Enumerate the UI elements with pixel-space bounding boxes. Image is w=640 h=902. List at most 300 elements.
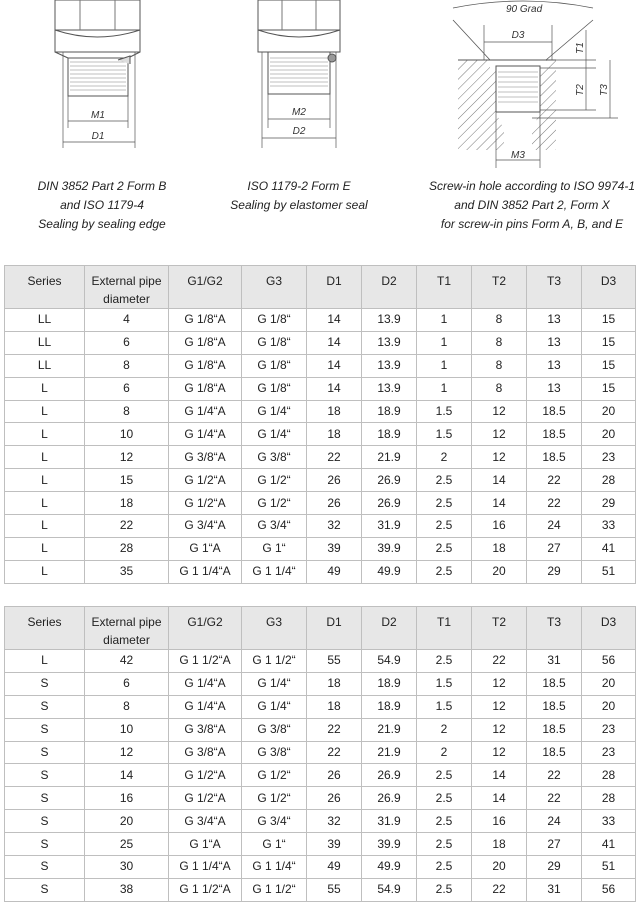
column-header: Series <box>5 607 85 650</box>
table-row <box>5 718 636 741</box>
table-cell: 8 <box>472 331 527 354</box>
table-cell: 24 <box>527 515 582 538</box>
column-header: T3 <box>527 266 582 309</box>
table-cell: 22 <box>85 515 169 538</box>
table-cell: G 1/2“A <box>169 787 242 810</box>
table-cell: 26.9 <box>362 492 417 515</box>
table-cell: 18 <box>307 423 362 446</box>
table-cell: G 1/8“A <box>169 309 242 332</box>
table-cell: 18.5 <box>527 400 582 423</box>
table-cell: 33 <box>582 810 636 833</box>
table-cell: 41 <box>582 833 636 856</box>
table-cell: L <box>5 515 85 538</box>
table-cell: L <box>5 400 85 423</box>
table-cell: S <box>5 787 85 810</box>
table-cell: 23 <box>582 718 636 741</box>
table-cell: 33 <box>582 515 636 538</box>
dim-label-t2: T2 <box>575 84 586 96</box>
table-cell: 18 <box>472 833 527 856</box>
table-cell: 20 <box>582 423 636 446</box>
table-cell: G 3/8“ <box>242 741 307 764</box>
table-cell: 30 <box>85 856 169 879</box>
table-cell: 13.9 <box>362 377 417 400</box>
table-cell: S <box>5 810 85 833</box>
table-cell: 2.5 <box>417 810 472 833</box>
table-cell: 2.5 <box>417 787 472 810</box>
table-cell: G 1/2“ <box>242 469 307 492</box>
table-cell: 39 <box>307 537 362 560</box>
table-cell: 2.5 <box>417 515 472 538</box>
drawing-sealing-edge <box>30 0 170 170</box>
table-cell: 28 <box>582 787 636 810</box>
table-cell: 14 <box>472 469 527 492</box>
table-cell: G 3/8“ <box>242 446 307 469</box>
table-cell: 18.9 <box>362 672 417 695</box>
table-cell: G 3/8“A <box>169 741 242 764</box>
table-cell: 2.5 <box>417 878 472 901</box>
table-cell: G 3/4“ <box>242 515 307 538</box>
table-row <box>5 672 636 695</box>
table-cell: 20 <box>472 856 527 879</box>
technical-drawings <box>0 0 640 240</box>
table-cell: 15 <box>582 377 636 400</box>
table-cell: 10 <box>85 718 169 741</box>
dim-label-m2: M2 <box>292 107 306 118</box>
table-cell: G 1 1/4“ <box>242 560 307 583</box>
table-cell: G 1/8“A <box>169 377 242 400</box>
table-cell: 26.9 <box>362 764 417 787</box>
table-cell: 1 <box>417 354 472 377</box>
table-cell: LL <box>5 309 85 332</box>
table-cell: 1.5 <box>417 423 472 446</box>
table-cell: 13 <box>527 377 582 400</box>
table-cell: 18 <box>85 492 169 515</box>
column-header: T3 <box>527 607 582 650</box>
table-cell: 18.9 <box>362 695 417 718</box>
table-cell: G 1/8“ <box>242 331 307 354</box>
caption-sealing-edge <box>12 177 192 234</box>
column-header: D1 <box>307 607 362 650</box>
table-cell: 51 <box>582 856 636 879</box>
dim-label-t1: T1 <box>575 42 586 54</box>
table-cell: 12 <box>472 400 527 423</box>
table-cell: LL <box>5 331 85 354</box>
dim-label-m1: M1 <box>91 110 105 121</box>
table-cell: S <box>5 833 85 856</box>
table-cell: 16 <box>472 515 527 538</box>
table-cell: 8 <box>472 354 527 377</box>
table-cell: 31 <box>527 650 582 673</box>
table-cell: 13.9 <box>362 331 417 354</box>
table-cell: S <box>5 764 85 787</box>
table-cell: L <box>5 469 85 492</box>
table-cell: 42 <box>85 650 169 673</box>
table-cell: 22 <box>527 787 582 810</box>
table-cell: 2.5 <box>417 650 472 673</box>
dim-label-d3: D3 <box>511 30 525 41</box>
table-cell: G 1/8“ <box>242 354 307 377</box>
table-cell: L <box>5 650 85 673</box>
table-cell: G 1/2“ <box>242 787 307 810</box>
table-cell: G 1 1/2“ <box>242 878 307 901</box>
column-header: Series <box>5 266 85 309</box>
table-cell: 12 <box>472 672 527 695</box>
table-cell: G 1/4“ <box>242 672 307 695</box>
table-cell: 2 <box>417 741 472 764</box>
table-cell: G 1/2“A <box>169 469 242 492</box>
table-cell: 2.5 <box>417 492 472 515</box>
caption-line: ISO 1179-2 Form E <box>247 179 351 193</box>
table-cell: 26 <box>307 787 362 810</box>
table-cell: 14 <box>307 309 362 332</box>
table-cell: 1 <box>417 331 472 354</box>
drawing-elastomer-seal <box>240 0 360 170</box>
table-cell: LL <box>5 354 85 377</box>
table-cell: S <box>5 878 85 901</box>
table-cell: 21.9 <box>362 741 417 764</box>
table-cell: 54.9 <box>362 650 417 673</box>
caption-line: Sealing by elastomer seal <box>230 198 368 212</box>
caption-line: for screw-in pins Form A, B, and E <box>440 217 624 231</box>
table-cell: 4 <box>85 309 169 332</box>
table-cell: 2 <box>417 446 472 469</box>
table-cell: S <box>5 856 85 879</box>
table-cell: G 1/8“A <box>169 331 242 354</box>
table-cell: 1.5 <box>417 400 472 423</box>
column-header: D2 <box>362 266 417 309</box>
table-cell: 39.9 <box>362 537 417 560</box>
table-cell: G 3/8“A <box>169 446 242 469</box>
table-cell: 20 <box>582 672 636 695</box>
caption-line: DIN 3852 Part 2 Form B <box>37 179 167 193</box>
table-cell: 31 <box>527 878 582 901</box>
table-cell: G 1/8“A <box>169 354 242 377</box>
table-cell: 54.9 <box>362 878 417 901</box>
table-cell: S <box>5 695 85 718</box>
table-row <box>5 741 636 764</box>
table-cell: 14 <box>307 354 362 377</box>
table-cell: 2.5 <box>417 469 472 492</box>
column-header: External pipe diameter <box>85 266 169 309</box>
column-header: T2 <box>472 607 527 650</box>
table-cell: 24 <box>527 810 582 833</box>
dimension-table-1 <box>4 265 636 584</box>
table-cell: 35 <box>85 560 169 583</box>
table-cell: 14 <box>85 764 169 787</box>
table-cell: 22 <box>307 446 362 469</box>
table-cell: 18.5 <box>527 423 582 446</box>
column-header: D2 <box>362 607 417 650</box>
table-cell: 14 <box>472 492 527 515</box>
table-cell: 49 <box>307 560 362 583</box>
table-body <box>5 650 636 902</box>
dim-label-angle: 90 Grad <box>506 4 543 15</box>
table-row <box>5 469 636 492</box>
table-cell: 28 <box>582 469 636 492</box>
table-cell: 39.9 <box>362 833 417 856</box>
table-cell: G 1/8“ <box>242 309 307 332</box>
table-cell: G 1/4“ <box>242 400 307 423</box>
column-header: G1/G2 <box>169 607 242 650</box>
table-cell: 31.9 <box>362 515 417 538</box>
dim-label-m3: M3 <box>511 150 525 161</box>
table-cell: 20 <box>472 560 527 583</box>
table-cell: G 3/8“ <box>242 718 307 741</box>
column-header: External pipe diameter <box>85 607 169 650</box>
column-header: T1 <box>417 266 472 309</box>
table-cell: 55 <box>307 650 362 673</box>
table-cell: 15 <box>582 331 636 354</box>
table-cell: 26.9 <box>362 787 417 810</box>
table-cell: 15 <box>85 469 169 492</box>
table-cell: 18 <box>472 537 527 560</box>
table-cell: 29 <box>527 560 582 583</box>
table-cell: G 1 1/2“A <box>169 650 242 673</box>
table-cell: G 1 1/4“A <box>169 856 242 879</box>
table-cell: 16 <box>85 787 169 810</box>
table-cell: 22 <box>527 492 582 515</box>
table-cell: 41 <box>582 537 636 560</box>
dim-label-t3: T3 <box>599 84 610 96</box>
column-header: D3 <box>582 266 636 309</box>
table-cell: 13.9 <box>362 309 417 332</box>
table-cell: 27 <box>527 537 582 560</box>
table-cell: 21.9 <box>362 446 417 469</box>
dimension-table-2 <box>4 606 636 902</box>
column-header: T1 <box>417 607 472 650</box>
column-header: G3 <box>242 266 307 309</box>
caption-line: and DIN 3852 Part 2, Form X <box>454 198 610 212</box>
table-cell: 31.9 <box>362 810 417 833</box>
table-cell: 20 <box>85 810 169 833</box>
table-cell: G 1“A <box>169 833 242 856</box>
table-cell: 18.9 <box>362 423 417 446</box>
table-cell: G 1/4“A <box>169 672 242 695</box>
table-cell: 14 <box>307 331 362 354</box>
table-cell: 26.9 <box>362 469 417 492</box>
table-cell: L <box>5 492 85 515</box>
table-row <box>5 878 636 901</box>
caption-line: Screw-in hole according to ISO 9974-1 <box>428 179 636 193</box>
table-cell: 32 <box>307 515 362 538</box>
table-cell: G 1/4“ <box>242 695 307 718</box>
table-cell: G 1/4“A <box>169 400 242 423</box>
table-cell: 8 <box>472 309 527 332</box>
table-cell: 8 <box>85 400 169 423</box>
table-cell: 38 <box>85 878 169 901</box>
table-cell: G 1/4“A <box>169 423 242 446</box>
table-cell: 22 <box>307 718 362 741</box>
table-row <box>5 810 636 833</box>
table-cell: 22 <box>472 650 527 673</box>
table-row <box>5 377 636 400</box>
table-row <box>5 446 636 469</box>
table-cell: 8 <box>472 377 527 400</box>
table-cell: 18.5 <box>527 741 582 764</box>
table-cell: 14 <box>472 764 527 787</box>
table-cell: 27 <box>527 833 582 856</box>
column-header: G3 <box>242 607 307 650</box>
table-cell: 23 <box>582 741 636 764</box>
table-row <box>5 423 636 446</box>
table-row <box>5 764 636 787</box>
table-cell: 15 <box>582 354 636 377</box>
caption-line: and ISO 1179-4 <box>60 198 144 212</box>
table-cell: G 3/4“ <box>242 810 307 833</box>
table-cell: 1 <box>417 377 472 400</box>
table-cell: 12 <box>85 741 169 764</box>
caption-screw-in-hole <box>422 177 640 234</box>
table-cell: 16 <box>472 810 527 833</box>
table-cell: 12 <box>472 695 527 718</box>
table-cell: 22 <box>527 469 582 492</box>
table-cell: 22 <box>527 764 582 787</box>
table-cell: 15 <box>582 309 636 332</box>
table-cell: 2 <box>417 718 472 741</box>
table-cell: 12 <box>85 446 169 469</box>
table-cell: 18.5 <box>527 446 582 469</box>
table-row <box>5 537 636 560</box>
table-row <box>5 560 636 583</box>
table-cell: 6 <box>85 331 169 354</box>
dim-label-d1: D1 <box>91 131 105 142</box>
table-row <box>5 856 636 879</box>
table-cell: 49.9 <box>362 856 417 879</box>
table-row <box>5 650 636 673</box>
table-cell: L <box>5 537 85 560</box>
table-cell: 49 <box>307 856 362 879</box>
table-cell: L <box>5 446 85 469</box>
table-cell: 18.5 <box>527 695 582 718</box>
column-header: D3 <box>582 607 636 650</box>
table-cell: 2.5 <box>417 856 472 879</box>
table-cell: G 1/4“A <box>169 695 242 718</box>
table-cell: L <box>5 423 85 446</box>
dim-label-d2: D2 <box>292 126 306 137</box>
table-cell: 18.5 <box>527 718 582 741</box>
table-cell: G 1 1/4“A <box>169 560 242 583</box>
table-cell: 12 <box>472 446 527 469</box>
table-row <box>5 354 636 377</box>
table-cell: 14 <box>307 377 362 400</box>
table-cell: 13 <box>527 354 582 377</box>
table-row <box>5 309 636 332</box>
table-row <box>5 695 636 718</box>
column-header: G1/G2 <box>169 266 242 309</box>
caption-line: Sealing by sealing edge <box>38 217 166 231</box>
table-cell: 18.5 <box>527 672 582 695</box>
table-cell: 26 <box>307 469 362 492</box>
table-cell: G 1/2“ <box>242 492 307 515</box>
table-row <box>5 492 636 515</box>
table-body <box>5 309 636 584</box>
table-cell: 13 <box>527 331 582 354</box>
table-cell: G 1 1/4“ <box>242 856 307 879</box>
table-cell: 13 <box>527 309 582 332</box>
table-cell: 55 <box>307 878 362 901</box>
table-cell: 51 <box>582 560 636 583</box>
table-cell: 2.5 <box>417 764 472 787</box>
table-cell: 18 <box>307 400 362 423</box>
table-cell: 56 <box>582 650 636 673</box>
table-cell: 18 <box>307 672 362 695</box>
table-cell: S <box>5 718 85 741</box>
table-row <box>5 400 636 423</box>
table-cell: 39 <box>307 833 362 856</box>
table-cell: 22 <box>472 878 527 901</box>
caption-elastomer-seal <box>214 177 384 215</box>
table-cell: 12 <box>472 718 527 741</box>
table-cell: 2.5 <box>417 833 472 856</box>
drawing-screw-in-hole <box>448 0 628 175</box>
table-cell: 18 <box>307 695 362 718</box>
table-cell: 10 <box>85 423 169 446</box>
table-cell: 1.5 <box>417 672 472 695</box>
table-cell: G 1/8“ <box>242 377 307 400</box>
table-cell: G 1 1/2“A <box>169 878 242 901</box>
table-cell: 28 <box>85 537 169 560</box>
table-cell: G 1/2“ <box>242 764 307 787</box>
table-cell: G 1“A <box>169 537 242 560</box>
table-cell: 23 <box>582 446 636 469</box>
table-cell: 18.9 <box>362 400 417 423</box>
table-cell: 12 <box>472 423 527 446</box>
table-cell: G 1/4“ <box>242 423 307 446</box>
table-row <box>5 787 636 810</box>
table-cell: 28 <box>582 764 636 787</box>
table-cell: G 1/2“A <box>169 764 242 787</box>
table-cell: S <box>5 672 85 695</box>
table-row <box>5 515 636 538</box>
table-cell: L <box>5 377 85 400</box>
table-cell: 14 <box>472 787 527 810</box>
table-header-row <box>5 607 636 650</box>
table-cell: 8 <box>85 695 169 718</box>
column-header: T2 <box>472 266 527 309</box>
table-cell: 26 <box>307 764 362 787</box>
table-cell: G 1/2“A <box>169 492 242 515</box>
table-cell: 26 <box>307 492 362 515</box>
table-cell: 13.9 <box>362 354 417 377</box>
table-cell: 29 <box>527 856 582 879</box>
table-cell: 49.9 <box>362 560 417 583</box>
column-header: D1 <box>307 266 362 309</box>
table-cell: 1 <box>417 309 472 332</box>
table-cell: 2.5 <box>417 537 472 560</box>
table-cell: 8 <box>85 354 169 377</box>
table-cell: L <box>5 560 85 583</box>
table-cell: 32 <box>307 810 362 833</box>
table-cell: 25 <box>85 833 169 856</box>
table-cell: 1.5 <box>417 695 472 718</box>
table-cell: G 1 1/2“ <box>242 650 307 673</box>
table-cell: 56 <box>582 878 636 901</box>
table-cell: G 3/4“A <box>169 515 242 538</box>
table-cell: 2.5 <box>417 560 472 583</box>
table-cell: G 1“ <box>242 537 307 560</box>
table-cell: 29 <box>582 492 636 515</box>
table-cell: S <box>5 741 85 764</box>
table-cell: G 3/8“A <box>169 718 242 741</box>
table-row <box>5 833 636 856</box>
table-cell: 12 <box>472 741 527 764</box>
table-cell: 6 <box>85 377 169 400</box>
table-header-row <box>5 266 636 309</box>
table-cell: G 3/4“A <box>169 810 242 833</box>
table-cell: 21.9 <box>362 718 417 741</box>
table-cell: 22 <box>307 741 362 764</box>
table-cell: 20 <box>582 400 636 423</box>
